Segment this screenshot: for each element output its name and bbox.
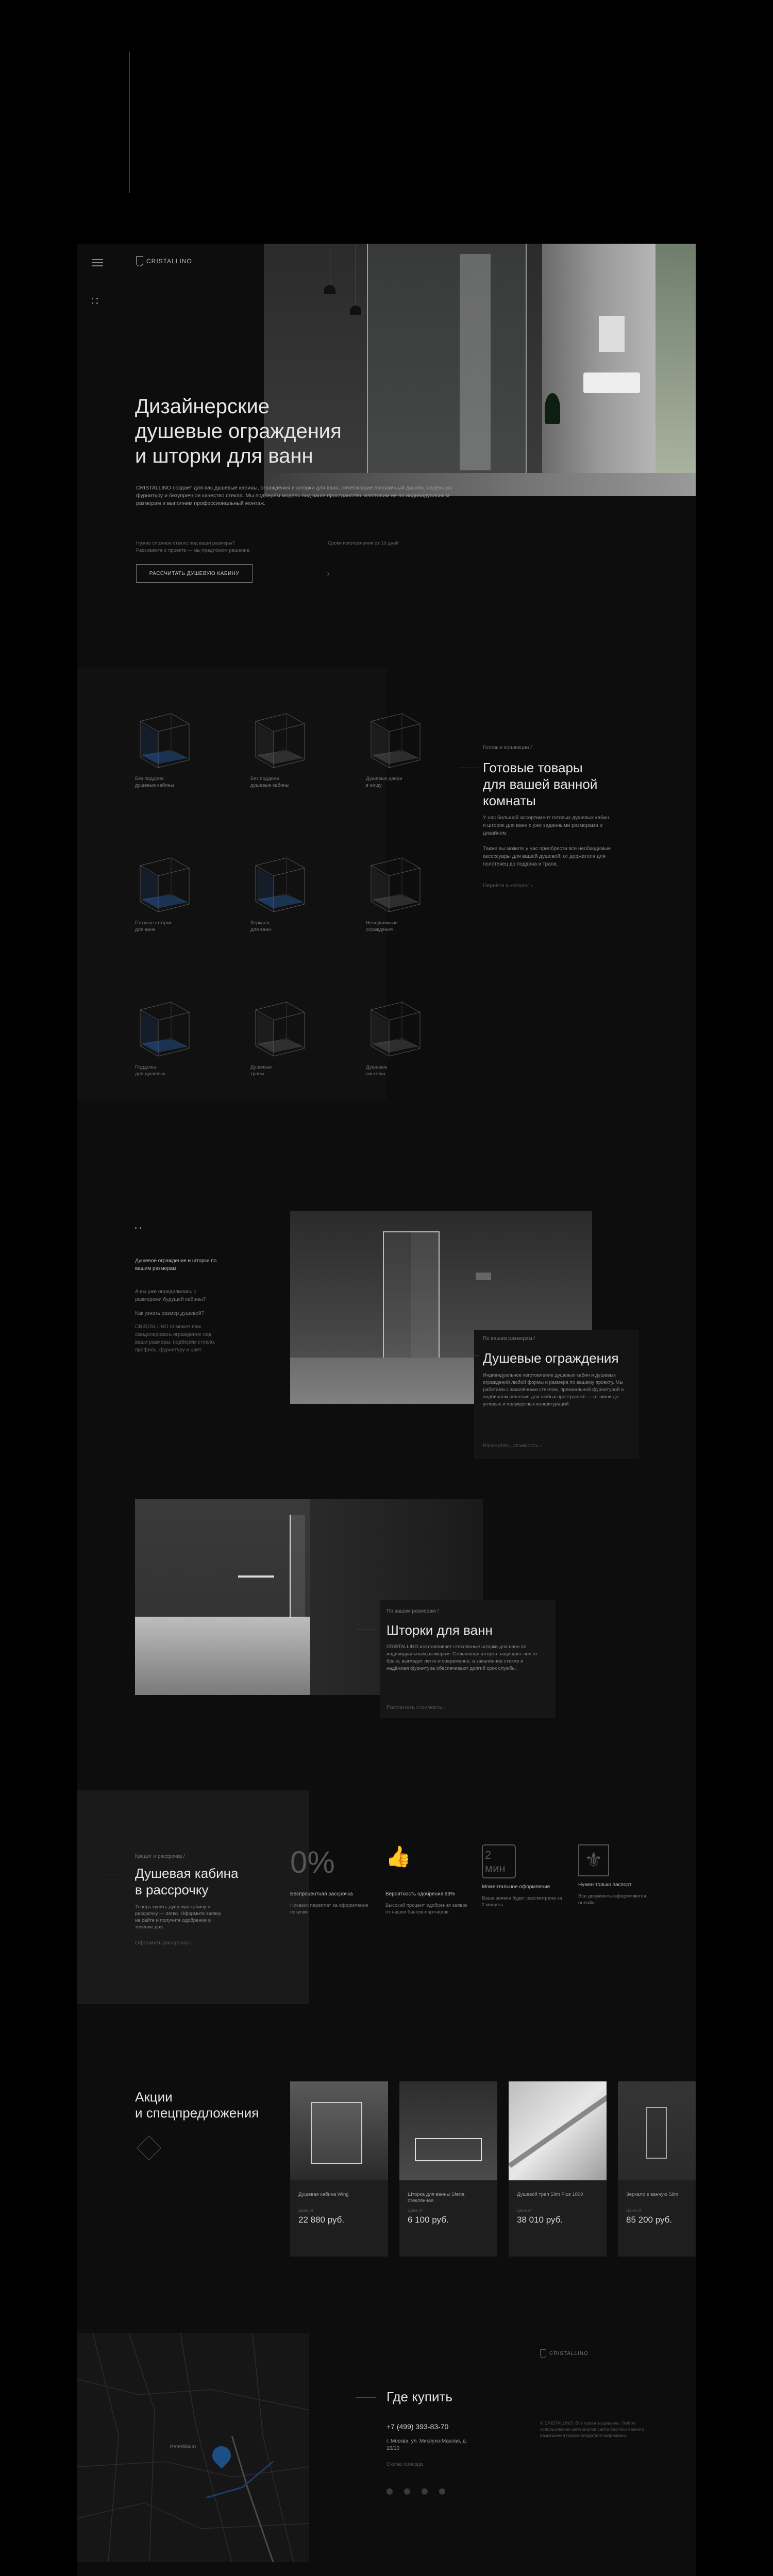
footer-address: г. Москва, ул. Миклухо-Маклая, д. 16/10 — [386, 2438, 467, 2451]
catalog-title: Готовые товары для вашей ванной комнаты — [483, 760, 598, 808]
footer-copyright: © CRISTALLINO. Все права защищены. Любое использование материалов сайта без письменного разрешения правообладателя запрещено. — [540, 2420, 645, 2438]
catalog-item[interactable]: Зеркала для ванн — [250, 853, 307, 933]
hero-title: Дизайнерские душевые ограждения и шторки для ванн — [135, 395, 342, 467]
hero-description: CRISTALLINO создает для вас душевые кабины, ограждения и шторки для ванн, сочетающие лаконичный дизайн, надёжную фурнитуру и безупречное качество стекла. Мы подберём модель под ваше пространство, изготовим её по индивидуальным размерам и выполним профессиональный монтаж. — [136, 485, 452, 506]
two-minutes-icon: 2 мин — [482, 1844, 516, 1878]
installment-overline: Кредит и рассрочка / — [135, 1854, 185, 1859]
bath-link[interactable]: Рассчитать стоимость › — [386, 1704, 446, 1710]
installment-feature: ⚜ Нужен только паспорт Все документы оформляются онлайн — [578, 1844, 661, 1906]
product-card[interactable]: Шторка для ванны Sferta стеклянная Цена от 6 100 руб. — [399, 2081, 497, 2257]
product-cube-icon — [250, 853, 307, 914]
hero-note-right: Сроки изготовления от 10 дней — [328, 540, 399, 546]
catalog-item[interactable]: Поддоны для душевых — [135, 997, 192, 1077]
installment-link[interactable]: Оформить рассрочку › — [135, 1940, 192, 1946]
chevron-right-icon[interactable]: › — [327, 568, 330, 579]
facebook-icon[interactable] — [404, 2488, 410, 2495]
enclosure-side-text: CRISTALLINO поможет вам смоделировать ограждение под ваши размеры: подберём стекло, профиль, фурнитуру и цвет. — [135, 1324, 215, 1353]
product-cube-icon — [366, 708, 423, 770]
footer-directions-link[interactable]: Схема проезда — [386, 2462, 423, 2467]
logo-icon — [136, 256, 143, 266]
product-cube-icon — [135, 997, 192, 1059]
vk-icon[interactable] — [386, 2488, 393, 2495]
bath-text: CRISTALLINO изготавливает стеклянные шторки для ванн по индивидуальным размерам. Стеклянная шторка защищает пол от брызг, выглядит легко и современно, а закалённое стекло и надёжная фурнитура обеспечивают долгий срок службы. — [386, 1644, 538, 1671]
enclosure-size-link[interactable]: Как узнать размер душевой? — [135, 1311, 205, 1316]
bath-title: Шторки для ванн — [386, 1622, 493, 1638]
thumbs-up-icon: 👍 — [385, 1845, 411, 1868]
brand-name: CRISTALLINO — [146, 258, 192, 265]
catalog-item[interactable]: Готовые шторки для ванн — [135, 853, 192, 933]
product-cube-icon — [135, 708, 192, 770]
product-cube-icon — [250, 997, 307, 1059]
product-cube-icon — [366, 853, 423, 914]
product-cube-icon — [135, 853, 192, 914]
product-cube-icon — [366, 997, 423, 1059]
product-image — [618, 2081, 696, 2180]
catalog-overline: Готовые коллекции / — [483, 745, 532, 751]
installment-feature: 👍 Вероятность одобрения 99% Высокий процент одобрения заявок от наших банков-партнёров — [385, 1845, 467, 1915]
catalog-text-2: Также вы можете у нас приобрести все необходимые аксессуары для вашей душевой: от держателя для полотенец до поддона и трапа. — [483, 846, 611, 867]
enclosure-side-question: А вы уже определились с размерами будущей кабины? — [135, 1289, 206, 1302]
product-image — [399, 2081, 497, 2180]
catalog-item[interactable]: Душевые трапы — [250, 997, 307, 1077]
catalog-item[interactable]: Душевые системы — [366, 997, 423, 1077]
enclosure-link[interactable]: Рассчитать стоимость › — [483, 1443, 542, 1449]
promotions-title: Акции и спецпредложения — [135, 2089, 259, 2121]
catalog-item[interactable]: Без поддона душевые кабины — [135, 708, 192, 789]
menu-icon[interactable] — [92, 259, 103, 266]
catalog-text-1: У нас большой ассортимент готовых душевых кабин и шторок для ванн с уже заданными размерами и дизайном. — [483, 815, 609, 836]
youtube-icon[interactable] — [439, 2488, 445, 2495]
installment-title: Душевая кабина в рассрочку — [135, 1866, 239, 1897]
footer-title: Где купить — [386, 2389, 452, 2404]
product-image — [290, 2081, 388, 2180]
map-label: Peterlinium — [170, 2444, 196, 2450]
zero-percent-icon: 0% — [290, 1845, 335, 1879]
footer-logo[interactable]: CRISTALLINO — [540, 2349, 589, 2358]
installment-feature: 2 мин Моментальное оформление Ваша заявка будет рассмотрена за 2 минуты — [482, 1844, 564, 1908]
dots-icon — [135, 1227, 142, 1234]
passport-icon: ⚜ — [578, 1844, 609, 1876]
installment-feature: 0% Беспроцентная рассрочка Никаких переплат за оформление покупки — [290, 1844, 373, 1916]
dots-icon — [92, 298, 99, 305]
enclosure-text: Индивидуальное изготовление душевых кабин и душевых ограждений любой формы и размера по вашему проекту. Мы работаем с закалённым стеклом, премиальной фурнитурой и подбираем решения для любых пространств — от ниши до угловых и полукруглых конфигураций. — [483, 1372, 624, 1407]
catalog-item[interactable]: Без поддона душевые кабины — [250, 708, 307, 789]
installment-text: Теперь купить душевую кабину в рассрочку — легко. Оформите заявку на сайте и получите одобрение в течение дня. — [135, 1904, 221, 1930]
product-card[interactable]: Зеркало в ванную Slim Цена от 85 200 руб. — [618, 2081, 696, 2257]
catalog-item[interactable]: Неподвижные ограждения — [366, 853, 423, 933]
product-card[interactable]: Душевой трап Slim Plus 1000 Цена от 38 010 руб. — [509, 2081, 607, 2257]
catalog-panel — [77, 668, 386, 1101]
brand-logo[interactable] — [136, 256, 192, 266]
logo-icon — [540, 2349, 546, 2358]
enclosure-overline: По вашим размерам / — [483, 1336, 535, 1342]
product-image — [509, 2081, 607, 2180]
catalog-link[interactable]: Перейти в каталог › — [483, 883, 533, 889]
product-card[interactable]: Душевая кабина Wing Цена от 22 880 руб. — [290, 2081, 388, 2257]
bath-overline: По вашим размерам / — [386, 1608, 439, 1614]
footer-phone[interactable]: +7 (499) 393-83-70 — [386, 2422, 449, 2431]
hero-note-left: Нужно сложное стекло под ваши размеры? Расскажите о проекте — мы предложим решение. — [136, 540, 251, 553]
social-links — [386, 2488, 445, 2495]
section-divider — [356, 2397, 376, 2398]
instagram-icon[interactable] — [422, 2488, 428, 2495]
enclosure-title: Душевые ограждения — [483, 1350, 619, 1366]
top-divider-line — [129, 52, 130, 193]
enclosure-side-title: Душевое ограждение и шторки по вашим размерам — [135, 1258, 217, 1272]
location-map[interactable] — [77, 2333, 309, 2562]
product-cube-icon — [250, 708, 307, 770]
section-divider — [459, 1355, 479, 1356]
calculate-shower-button[interactable]: РАССЧИТАТЬ ДУШЕВУЮ КАБИНУ — [136, 564, 253, 583]
catalog-item[interactable]: Душевые двери в нишу — [366, 708, 423, 789]
